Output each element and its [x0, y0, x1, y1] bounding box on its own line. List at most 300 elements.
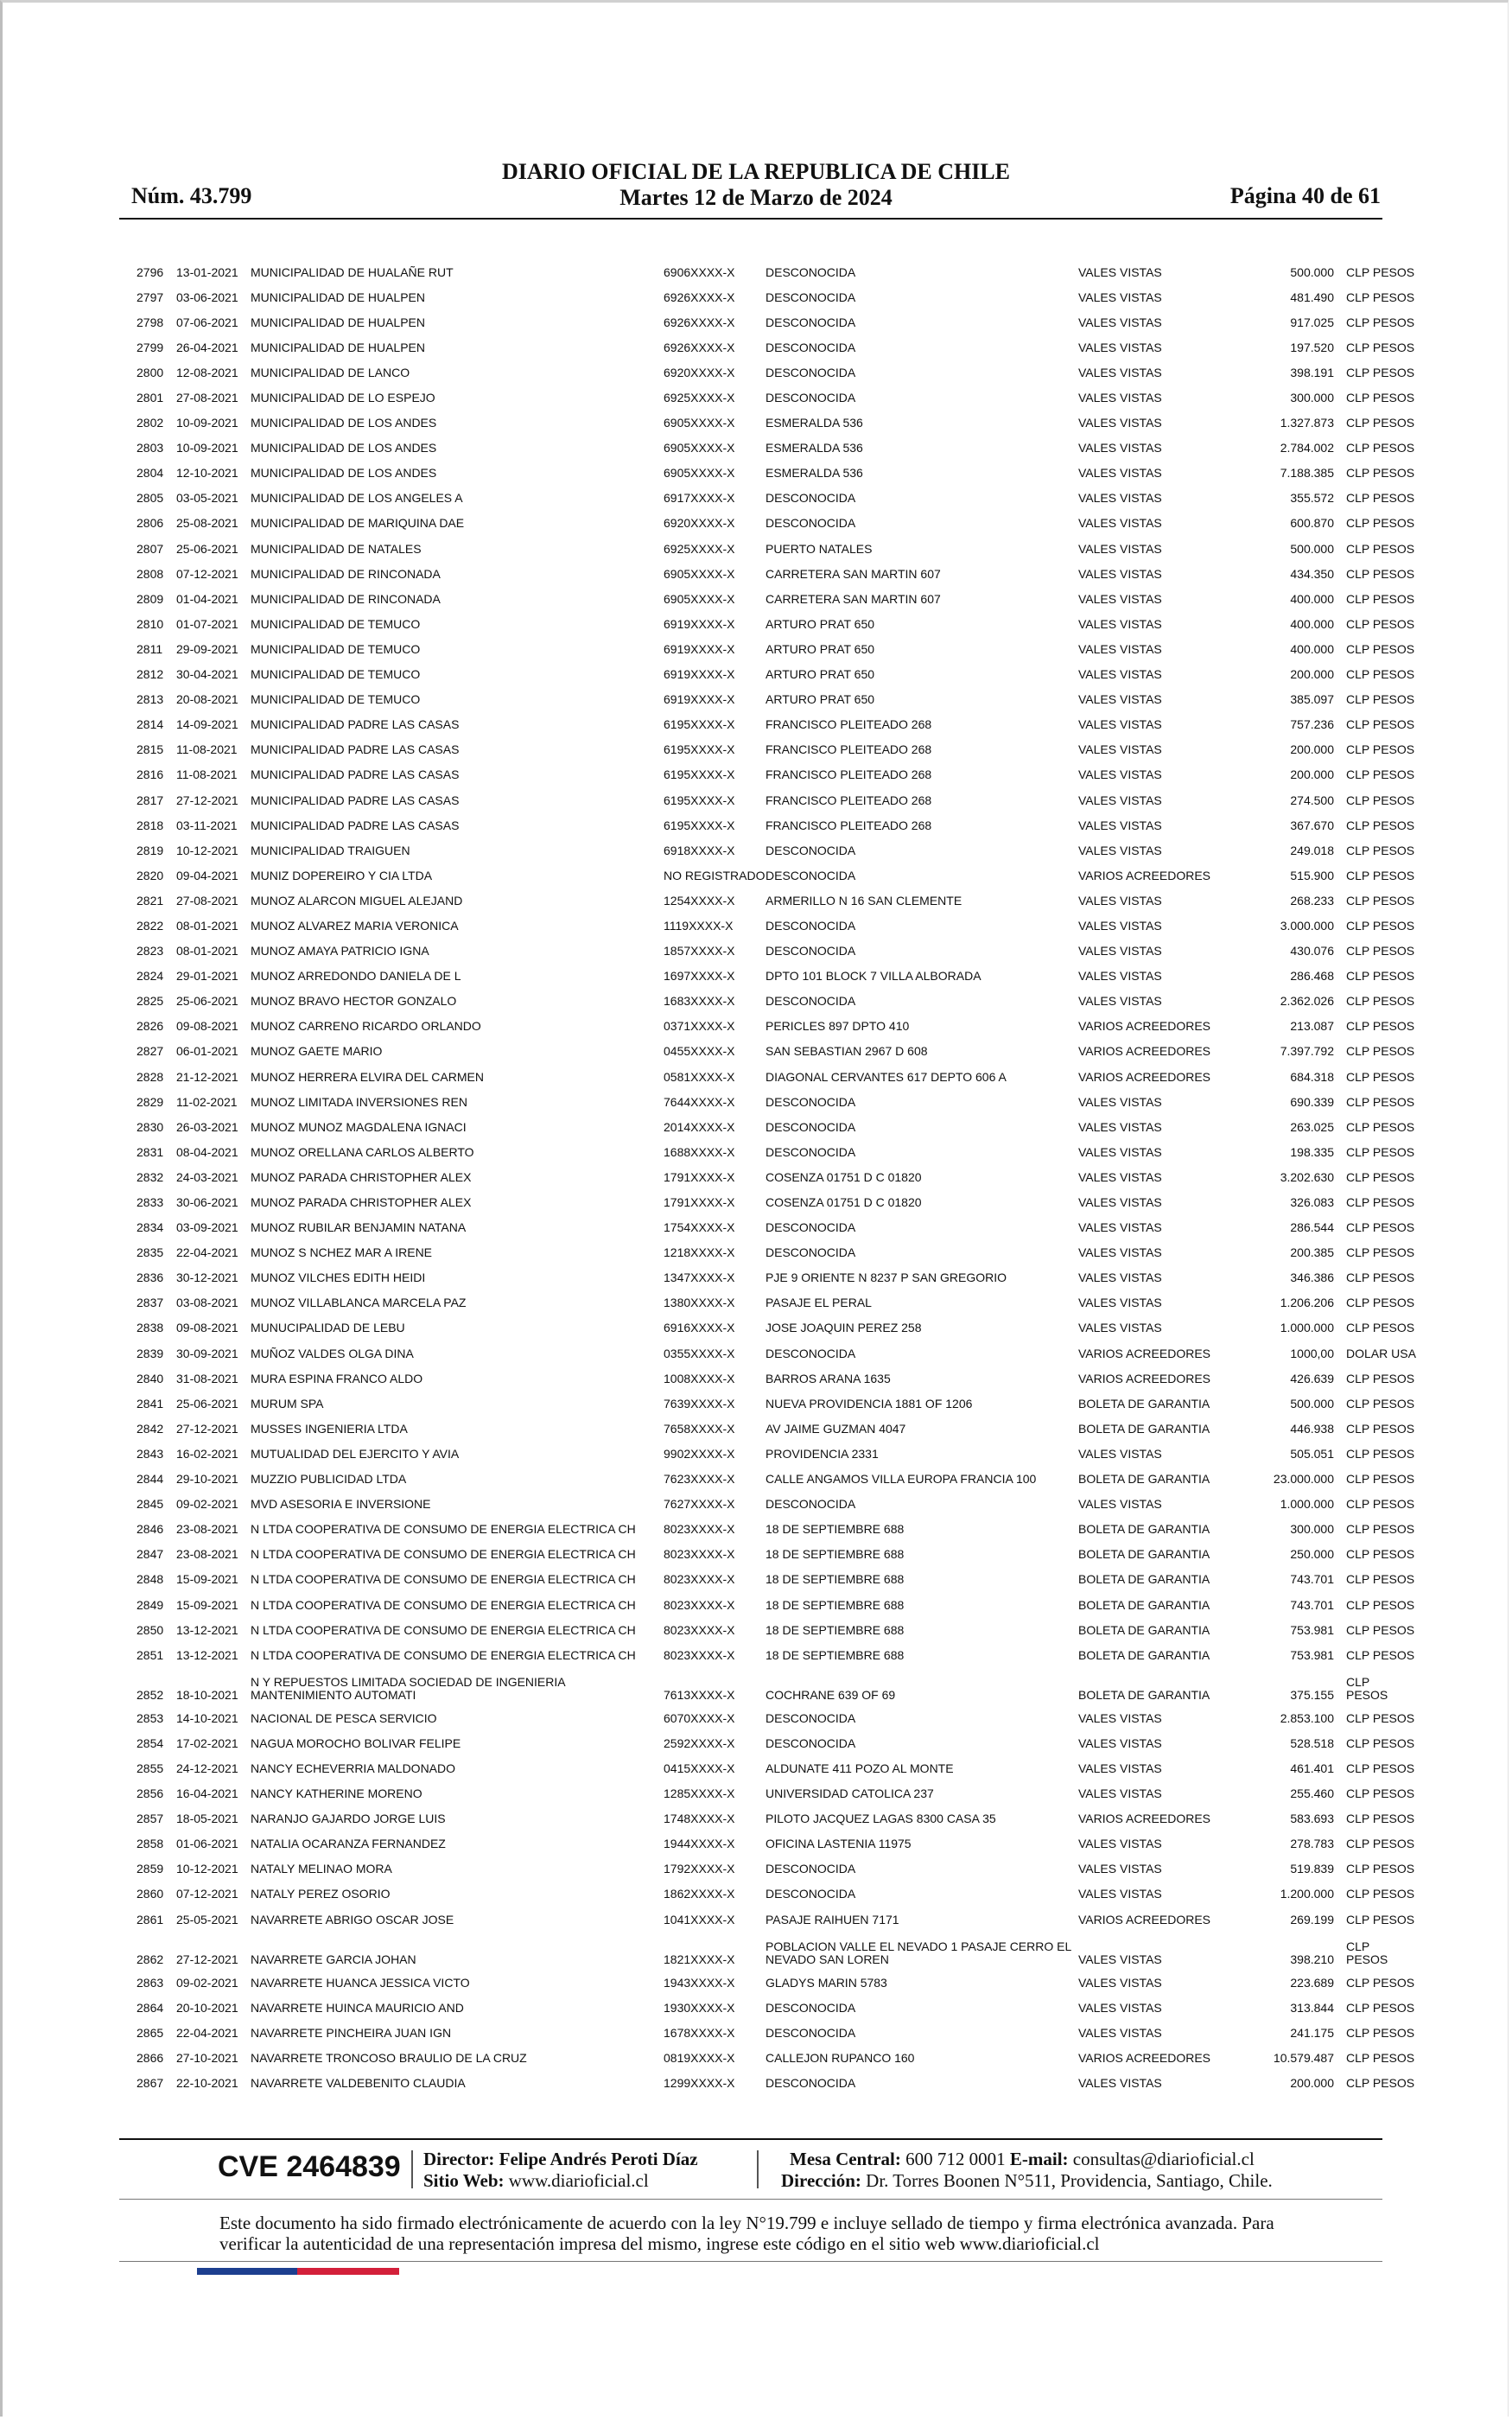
- entry-name: MUNICIPALIDAD DE LOS ANDES: [251, 441, 437, 455]
- table-row: [137, 787, 1405, 812]
- entry-rut: 1930XXXX-X: [664, 2000, 735, 2015]
- entry-type: VALES VISTAS: [1078, 1119, 1162, 1134]
- entry-name: NAVARRETE PINCHEIRA JUAN IGN: [251, 2025, 452, 2040]
- entry-address: DESCONOCIDA: [766, 315, 856, 329]
- table-row: [137, 863, 1405, 888]
- table-row: [137, 259, 1405, 284]
- entry-rut: 8023XXXX-X: [664, 1522, 735, 1537]
- entry-date: 26-04-2021: [176, 340, 238, 354]
- entry-id: 2830: [137, 1119, 164, 1134]
- entry-name: NATALY MELINAO MORA: [251, 1862, 392, 1876]
- entry-date: 24-03-2021: [176, 1169, 238, 1184]
- entry-currency: CLP PESOS: [1346, 1371, 1415, 1385]
- entry-type: BOLETA DE GARANTIA: [1078, 1396, 1210, 1411]
- entry-amount: 426.639: [1290, 1371, 1334, 1385]
- table-row: [137, 1391, 1405, 1416]
- table-row: [137, 1441, 1405, 1466]
- entry-name: MUNOZ MUNOZ MAGDALENA IGNACI: [251, 1119, 467, 1134]
- entry-date: 12-08-2021: [176, 365, 238, 379]
- entry-type: VALES VISTAS: [1078, 1144, 1162, 1159]
- entry-amount: 481.490: [1290, 290, 1334, 304]
- entry-id: 2806: [137, 516, 164, 531]
- entry-address: BARROS ARANA 1635: [766, 1371, 891, 1385]
- entry-name: NANCY ECHEVERRIA MALDONADO: [251, 1761, 456, 1775]
- entry-amount: 3.000.000: [1280, 918, 1334, 933]
- entry-name: MUNICIPALIDAD DE MARIQUINA DAE: [251, 516, 465, 531]
- entry-date: 27-10-2021: [176, 2050, 238, 2065]
- entry-date: 18-10-2021: [176, 1688, 238, 1703]
- entry-amount: 7.397.792: [1280, 1044, 1334, 1059]
- entry-address: DESCONOCIDA: [766, 2076, 856, 2091]
- entry-rut: 6925XXXX-X: [664, 541, 735, 556]
- entry-type: BOLETA DE GARANTIA: [1078, 1622, 1210, 1637]
- entry-rut: 6906XXXX-X: [664, 264, 735, 279]
- entry-name: MUNOZ HERRERA ELVIRA DEL CARMEN: [251, 1069, 484, 1084]
- entry-amount: 326.083: [1290, 1195, 1334, 1210]
- entry-currency: CLP PESOS: [1346, 1296, 1415, 1310]
- entry-id: 2803: [137, 441, 164, 455]
- entry-id: 2825: [137, 994, 164, 1009]
- entry-currency: CLP PESOS: [1346, 1396, 1415, 1411]
- entry-amount: 355.572: [1290, 491, 1334, 506]
- entry-rut: 1791XXXX-X: [664, 1195, 735, 1210]
- entry-currency: CLP PESOS: [1346, 1912, 1415, 1926]
- entry-id: 2849: [137, 1597, 164, 1612]
- entry-name: MUNICIPALIDAD DE HUALPEN: [251, 290, 426, 304]
- table-row: [137, 385, 1405, 410]
- entry-amount: 213.087: [1290, 1019, 1334, 1034]
- entry-id: 2819: [137, 843, 164, 857]
- entry-amount: 223.689: [1290, 1975, 1334, 1990]
- entry-type: VALES VISTAS: [1078, 566, 1162, 581]
- entry-name: MUNICIPALIDAD DE LOS ANDES: [251, 416, 437, 430]
- entry-date: 27-08-2021: [176, 391, 238, 405]
- entry-address: 18 DE SEPTIEMBRE 688: [766, 1647, 905, 1662]
- entry-address: DESCONOCIDA: [766, 264, 856, 279]
- entry-name: MUNOZ ALVAREZ MARIA VERONICA: [251, 918, 459, 933]
- entry-date: 27-12-2021: [176, 1952, 238, 1967]
- table-row: [137, 1039, 1405, 1064]
- entry-type: VALES VISTAS: [1078, 340, 1162, 354]
- entry-date: 13-12-2021: [176, 1622, 238, 1637]
- entry-amount: 528.518: [1290, 1735, 1334, 1750]
- entry-currency: CLP PESOS: [1346, 1710, 1415, 1725]
- entry-amount: 255.460: [1290, 1786, 1334, 1801]
- entry-address: ESMERALDA 536: [766, 466, 863, 481]
- entry-currency: CLP PESOS: [1346, 1786, 1415, 1801]
- entry-date: 03-11-2021: [176, 818, 238, 832]
- entry-type: VARIOS ACREEDORES: [1078, 868, 1211, 882]
- entry-id: 2857: [137, 1812, 164, 1826]
- entry-address: DESCONOCIDA: [766, 2000, 856, 2015]
- entry-date: 29-10-2021: [176, 1472, 238, 1487]
- entry-id: 2827: [137, 1044, 164, 1059]
- entry-name: MUNICIPALIDAD DE HUALPEN: [251, 315, 426, 329]
- entry-amount: 753.981: [1290, 1622, 1334, 1637]
- entry-address: COSENZA 01751 D C 01820: [766, 1169, 922, 1184]
- table-row: [137, 536, 1405, 561]
- entry-currency: CLP PESOS: [1346, 1812, 1415, 1826]
- flag-stripe-red: [297, 2268, 399, 2275]
- entry-type: VALES VISTAS: [1078, 1952, 1162, 1967]
- entry-type: VALES VISTAS: [1078, 264, 1162, 279]
- entry-type: VALES VISTAS: [1078, 516, 1162, 531]
- entry-name: NARANJO GAJARDO JORGE LUIS: [251, 1812, 446, 1826]
- entry-address: DESCONOCIDA: [766, 391, 856, 405]
- entry-amount: 2.784.002: [1280, 441, 1334, 455]
- entry-address: AV JAIME GUZMAN 4047: [766, 1421, 906, 1436]
- issue-number: Núm. 43.799: [131, 183, 252, 208]
- entry-amount: 743.701: [1290, 1572, 1334, 1587]
- entry-type: VALES VISTAS: [1078, 742, 1162, 757]
- entry-address: FRANCISCO PLEITEADO 268: [766, 742, 932, 757]
- director-line: [423, 2149, 698, 2170]
- entry-name: MUNICIPALIDAD DE LO ESPEJO: [251, 391, 435, 405]
- website-link[interactable]: www.diarioficial.cl: [508, 2170, 649, 2191]
- contact-line: [790, 2149, 1255, 2170]
- entry-date: 13-12-2021: [176, 1647, 238, 1662]
- entry-currency: CLP PESOS: [1346, 1647, 1415, 1662]
- entry-type: VARIOS ACREEDORES: [1078, 2050, 1211, 2065]
- entry-currency: CLP PESOS: [1346, 1321, 1415, 1335]
- director-name: Felipe Andrés Peroti Díaz: [499, 2149, 698, 2169]
- entry-id: 2805: [137, 491, 164, 506]
- entry-id: 2842: [137, 1421, 164, 1436]
- page-indicator: Página 40 de 61: [1229, 183, 1381, 208]
- entry-amount: 753.981: [1290, 1647, 1334, 1662]
- entry-type: VALES VISTAS: [1078, 290, 1162, 304]
- entry-name: N LTDA COOPERATIVA DE CONSUMO DE ENERGIA ELECTRICA CH: [251, 1547, 636, 1562]
- entry-amount: 200.000: [1290, 742, 1334, 757]
- footer-divider-top: [119, 2138, 1382, 2140]
- entry-amount: 286.468: [1290, 969, 1334, 984]
- entry-name: N LTDA COOPERATIVA DE CONSUMO DE ENERGIA ELECTRICA CH: [251, 1597, 636, 1612]
- entry-address: ARTURO PRAT 650: [766, 692, 875, 707]
- entry-name: MUNICIPALIDAD DE HUALAÑE RUT: [251, 264, 454, 279]
- table-row: [137, 1164, 1405, 1189]
- entry-currency: CLP PESOS: [1346, 1270, 1415, 1285]
- entry-currency: CLP PESOS: [1346, 1887, 1415, 1901]
- entry-address: DPTO 101 BLOCK 7 VILLA ALBORADA: [766, 969, 982, 984]
- phone-label: Mesa Central:: [790, 2149, 901, 2169]
- entry-type: VALES VISTAS: [1078, 1169, 1162, 1184]
- entry-id: 2866: [137, 2050, 164, 2065]
- entry-amount: 500.000: [1290, 1396, 1334, 1411]
- entry-name: MVD ASESORIA E INVERSIONE: [251, 1497, 431, 1512]
- entry-rut: 9902XXXX-X: [664, 1446, 735, 1461]
- entry-currency: DOLAR USA: [1346, 1346, 1416, 1360]
- entry-date: 07-06-2021: [176, 315, 238, 329]
- entry-address: GLADYS MARIN 5783: [766, 1975, 887, 1990]
- entry-type: VALES VISTAS: [1078, 2000, 1162, 2015]
- entry-type: VALES VISTAS: [1078, 591, 1162, 606]
- table-row: [137, 1970, 1405, 1995]
- table-row: [137, 1467, 1405, 1492]
- entry-date: 30-09-2021: [176, 1346, 238, 1360]
- entry-date: 27-08-2021: [176, 893, 238, 908]
- entry-currency: CLP PESOS: [1346, 2025, 1415, 2040]
- entry-name: MUNOZ ORELLANA CARLOS ALBERTO: [251, 1144, 474, 1159]
- entry-amount: 7.188.385: [1280, 466, 1334, 481]
- entry-name: NACIONAL DE PESCA SERVICIO: [251, 1710, 437, 1725]
- entry-address: DESCONOCIDA: [766, 1094, 856, 1109]
- entry-date: 14-10-2021: [176, 1710, 238, 1725]
- entry-rut: 1347XXXX-X: [664, 1270, 735, 1285]
- entry-currency: CLP PESOS: [1346, 264, 1415, 279]
- entry-id: 2851: [137, 1647, 164, 1662]
- entry-type: VALES VISTAS: [1078, 1975, 1162, 1990]
- entry-rut: 6926XXXX-X: [664, 290, 735, 304]
- table-row: [137, 662, 1405, 687]
- entry-rut: 6916XXXX-X: [664, 1321, 735, 1335]
- entry-address: ALDUNATE 411 POZO AL MONTE: [766, 1761, 954, 1775]
- table-row: [137, 486, 1405, 511]
- entry-date: 29-01-2021: [176, 969, 238, 984]
- entry-date: 09-08-2021: [176, 1019, 238, 1034]
- entry-rut: 6905XXXX-X: [664, 591, 735, 606]
- entry-id: 2858: [137, 1837, 164, 1851]
- entry-rut: 0581XXXX-X: [664, 1069, 735, 1084]
- entry-rut: 6919XXXX-X: [664, 692, 735, 707]
- entry-name: NAVARRETE TRONCOSO BRAULIO DE LA CRUZ: [251, 2050, 527, 2065]
- entry-date: 03-05-2021: [176, 491, 238, 506]
- entry-type: VALES VISTAS: [1078, 893, 1162, 908]
- table-row: [137, 2045, 1405, 2070]
- table-row: [137, 411, 1405, 436]
- entry-date: 12-10-2021: [176, 466, 238, 481]
- entry-date: 03-06-2021: [176, 290, 238, 304]
- entry-type: VALES VISTAS: [1078, 491, 1162, 506]
- entry-name: MUNOZ VILLABLANCA MARCELA PAZ: [251, 1296, 467, 1310]
- entry-rut: 0819XXXX-X: [664, 2050, 735, 2065]
- entry-currency: CLP PESOS: [1346, 893, 1415, 908]
- address-label: Dirección:: [781, 2170, 861, 2191]
- table-row: [137, 1592, 1405, 1617]
- entry-date: 15-09-2021: [176, 1572, 238, 1587]
- entry-id: 2837: [137, 1296, 164, 1310]
- entry-name: MUNOZ PARADA CHRISTOPHER ALEX: [251, 1195, 472, 1210]
- entry-address: ARTURO PRAT 650: [766, 641, 875, 656]
- entry-id: 2839: [137, 1346, 164, 1360]
- table-row: [137, 1667, 1405, 1705]
- entry-rut: 1008XXXX-X: [664, 1371, 735, 1385]
- entry-id: 2816: [137, 767, 164, 782]
- entry-amount: 1.206.206: [1280, 1296, 1334, 1310]
- entry-rut: 6917XXXX-X: [664, 491, 735, 506]
- entry-currency: CLP PESOS: [1346, 466, 1415, 481]
- entry-amount: 398.191: [1290, 365, 1334, 379]
- table-row: [137, 939, 1405, 964]
- entry-amount: 286.544: [1290, 1220, 1334, 1235]
- entry-address: CARRETERA SAN MARTIN 607: [766, 591, 941, 606]
- entry-currency: CLP PESOS: [1346, 1675, 1388, 1703]
- table-row: [137, 737, 1405, 762]
- entry-type: VALES VISTAS: [1078, 1786, 1162, 1801]
- entry-date: 01-07-2021: [176, 616, 238, 631]
- entry-type: VALES VISTAS: [1078, 541, 1162, 556]
- entry-date: 03-09-2021: [176, 1220, 238, 1235]
- entry-currency: CLP PESOS: [1346, 1597, 1415, 1612]
- table-row: [137, 1542, 1405, 1567]
- table-row: [137, 1517, 1405, 1542]
- entry-rut: 7639XXXX-X: [664, 1396, 735, 1411]
- entry-currency: CLP PESOS: [1346, 1472, 1415, 1487]
- entry-currency: CLP PESOS: [1346, 944, 1415, 958]
- entry-name: NATALY PEREZ OSORIO: [251, 1887, 391, 1901]
- entry-amount: 398.210: [1290, 1952, 1334, 1967]
- entry-amount: 23.000.000: [1273, 1472, 1334, 1487]
- entry-date: 16-02-2021: [176, 1446, 238, 1461]
- entry-currency: CLP PESOS: [1346, 1939, 1388, 1967]
- entry-date: 10-12-2021: [176, 1862, 238, 1876]
- entry-rut: 1748XXXX-X: [664, 1812, 735, 1826]
- entry-address: UNIVERSIDAD CATOLICA 237: [766, 1786, 934, 1801]
- entry-date: 11-02-2021: [176, 1094, 238, 1109]
- table-row: [137, 1240, 1405, 1265]
- entry-amount: 917.025: [1290, 315, 1334, 329]
- table-row: [137, 1215, 1405, 1240]
- entry-currency: CLP PESOS: [1346, 1044, 1415, 1059]
- entry-date: 11-08-2021: [176, 742, 238, 757]
- table-row: [137, 762, 1405, 787]
- entry-date: 25-06-2021: [176, 1396, 238, 1411]
- entry-amount: 200.000: [1290, 667, 1334, 682]
- entry-currency: CLP PESOS: [1346, 868, 1415, 882]
- entry-address: 18 DE SEPTIEMBRE 688: [766, 1572, 905, 1587]
- entry-amount: 690.339: [1290, 1094, 1334, 1109]
- entry-name: MUZZIO PUBLICIDAD LTDA: [251, 1472, 407, 1487]
- entry-currency: CLP PESOS: [1346, 2000, 1415, 2015]
- entry-rut: 1697XXXX-X: [664, 969, 735, 984]
- entry-date: 09-02-2021: [176, 1975, 238, 1990]
- entry-amount: 200.000: [1290, 767, 1334, 782]
- entry-id: 2853: [137, 1710, 164, 1725]
- entry-currency: CLP PESOS: [1346, 641, 1415, 656]
- entry-type: VALES VISTAS: [1078, 1094, 1162, 1109]
- entry-id: 2833: [137, 1195, 164, 1210]
- entry-address: OFICINA LASTENIA 11975: [766, 1837, 912, 1851]
- table-row: [137, 1705, 1405, 1730]
- entry-rut: 1041XXXX-X: [664, 1912, 735, 1926]
- entry-rut: 0371XXXX-X: [664, 1019, 735, 1034]
- entry-name: MUNUCIPALIDAD DE LEBU: [251, 1321, 405, 1335]
- table-row: [137, 284, 1405, 309]
- entry-currency: CLP PESOS: [1346, 692, 1415, 707]
- entry-id: 2854: [137, 1735, 164, 1750]
- entry-rut: 0355XXXX-X: [664, 1346, 735, 1360]
- entry-type: BOLETA DE GARANTIA: [1078, 1522, 1210, 1537]
- entry-name: MURUM SPA: [251, 1396, 324, 1411]
- publication-title: DIARIO OFICIAL DE LA REPUBLICA DE CHILE: [501, 159, 1010, 184]
- entry-date: 22-04-2021: [176, 1245, 238, 1260]
- entry-date: 14-09-2021: [176, 717, 238, 732]
- entry-name: MUNICIPALIDAD DE TEMUCO: [251, 616, 421, 631]
- entry-id: 2846: [137, 1522, 164, 1537]
- entry-date: 09-08-2021: [176, 1321, 238, 1335]
- entry-rut: 6905XXXX-X: [664, 416, 735, 430]
- entry-name: NATALIA OCARANZA FERNANDEZ: [251, 1837, 446, 1851]
- entry-name: MUNOZ CARRENO RICARDO ORLANDO: [251, 1019, 481, 1034]
- entry-currency: CLP PESOS: [1346, 1446, 1415, 1461]
- entry-address: DESCONOCIDA: [766, 918, 856, 933]
- entry-address: JOSE JOAQUIN PEREZ 258: [766, 1321, 922, 1335]
- entry-currency: CLP PESOS: [1346, 566, 1415, 581]
- entry-currency: CLP PESOS: [1346, 843, 1415, 857]
- entry-id: 2808: [137, 566, 164, 581]
- entry-type: VALES VISTAS: [1078, 1761, 1162, 1775]
- entry-id: 2864: [137, 2000, 164, 2015]
- entry-name: N LTDA COOPERATIVA DE CONSUMO DE ENERGIA ELECTRICA CH: [251, 1522, 636, 1537]
- table-row: [137, 1806, 1405, 1831]
- entry-id: 2818: [137, 818, 164, 832]
- table-row: [137, 611, 1405, 636]
- entry-amount: 757.236: [1290, 717, 1334, 732]
- entry-id: 2811: [137, 641, 163, 656]
- entry-rut: 6905XXXX-X: [664, 566, 735, 581]
- website-line: [423, 2170, 649, 2192]
- entry-currency: CLP PESOS: [1346, 1547, 1415, 1562]
- entry-type: VALES VISTAS: [1078, 692, 1162, 707]
- table-row: [137, 436, 1405, 461]
- entry-id: 2855: [137, 1761, 164, 1775]
- entry-id: 2841: [137, 1396, 164, 1411]
- entry-type: VALES VISTAS: [1078, 315, 1162, 329]
- entry-address: ESMERALDA 536: [766, 441, 863, 455]
- entry-rut: 6926XXXX-X: [664, 340, 735, 354]
- entry-rut: 6195XXXX-X: [664, 767, 735, 782]
- entry-address: ESMERALDA 536: [766, 416, 863, 430]
- entry-amount: 200.000: [1290, 2076, 1334, 2091]
- entry-address: POBLACION VALLE EL NEVADO 1 PASAJE CERRO EL NEVADO SAN LOREN: [766, 1939, 1071, 1967]
- entry-rut: 6905XXXX-X: [664, 441, 735, 455]
- table-row: [137, 1617, 1405, 1642]
- table-row: [137, 1189, 1405, 1214]
- entry-currency: CLP PESOS: [1346, 918, 1415, 933]
- entry-name: NAGUA MOROCHO BOLIVAR FELIPE: [251, 1735, 461, 1750]
- entry-address: DESCONOCIDA: [766, 491, 856, 506]
- entry-name: MUNIZ DOPEREIRO Y CIA LTDA: [251, 868, 433, 882]
- email-link[interactable]: consultas@diarioficial.cl: [1072, 2149, 1255, 2169]
- table-row: [137, 1907, 1405, 1932]
- entry-amount: 600.870: [1290, 516, 1334, 531]
- entry-id: 2804: [137, 466, 164, 481]
- director-label: Director:: [423, 2149, 495, 2169]
- entry-currency: CLP PESOS: [1346, 793, 1415, 807]
- entry-amount: 1.000.000: [1280, 1497, 1334, 1512]
- entry-amount: 500.000: [1290, 264, 1334, 279]
- entry-type: BOLETA DE GARANTIA: [1078, 1688, 1210, 1703]
- entry-type: VALES VISTAS: [1078, 1220, 1162, 1235]
- entry-amount: 375.155: [1290, 1688, 1334, 1703]
- entry-currency: CLP PESOS: [1346, 717, 1415, 732]
- entry-id: 2822: [137, 918, 164, 933]
- entry-amount: 505.051: [1290, 1446, 1334, 1461]
- entry-id: 2817: [137, 793, 164, 807]
- entry-id: 2831: [137, 1144, 164, 1159]
- entry-type: VALES VISTAS: [1078, 2076, 1162, 2091]
- entry-currency: CLP PESOS: [1346, 516, 1415, 531]
- entry-name: MUNOZ GAETE MARIO: [251, 1044, 383, 1059]
- entry-id: 2843: [137, 1446, 164, 1461]
- entry-address: COSENZA 01751 D C 01820: [766, 1195, 922, 1210]
- entry-id: 2832: [137, 1169, 164, 1184]
- entry-rut: 6195XXXX-X: [664, 793, 735, 807]
- phone-number: 600 712 0001: [905, 2149, 1006, 2169]
- entry-rut: 7623XXXX-X: [664, 1472, 735, 1487]
- flag-stripe-blue: [197, 2268, 297, 2275]
- entry-rut: 1862XXXX-X: [664, 1887, 735, 1901]
- entry-amount: 268.233: [1290, 893, 1334, 908]
